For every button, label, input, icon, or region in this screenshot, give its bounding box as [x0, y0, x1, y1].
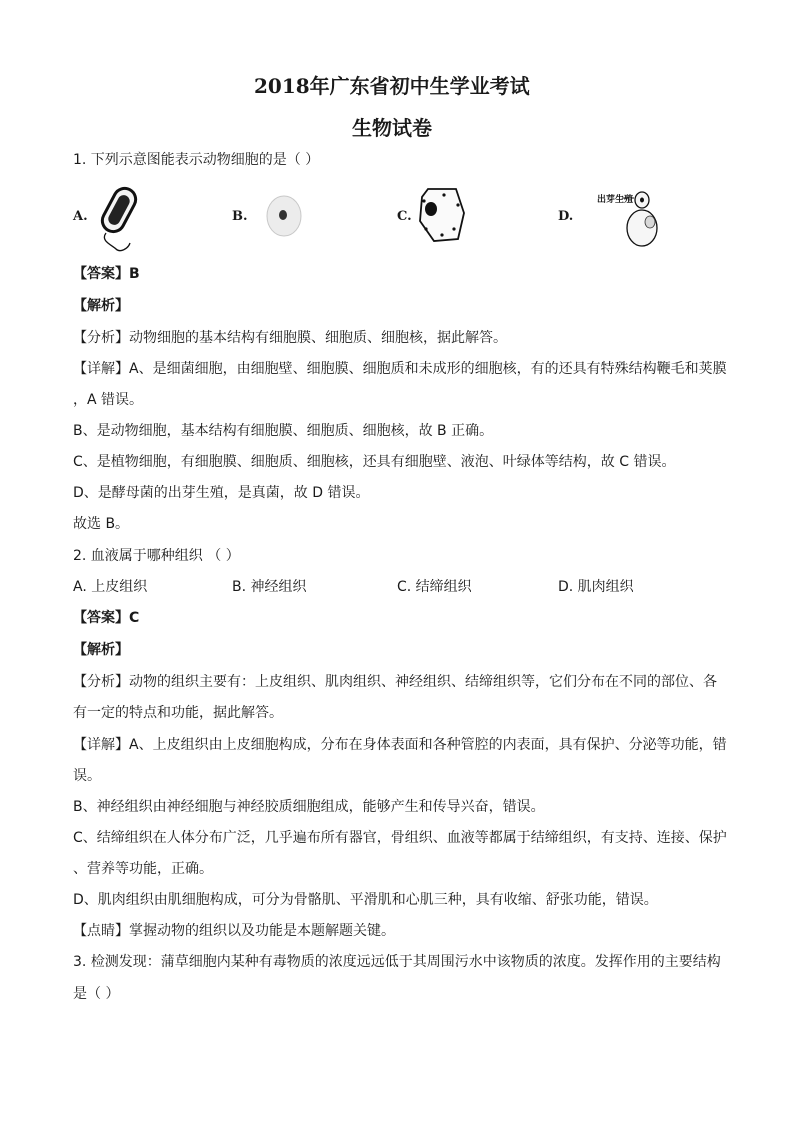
- page-title: 2018年广东省初中生学业考试: [254, 74, 530, 98]
- q2-option-c: C. 结缔组织: [397, 579, 472, 595]
- q1-detail-line: D、是酵母菌的出芽生殖，是真菌，故 D 错误。: [73, 485, 370, 501]
- q2-analysis-line: 【分析】动物的组织主要有：上皮组织、肌肉组织、神经组织、结缔组织等，它们分布在不同的部位、各: [73, 674, 717, 690]
- yeast-budding-icon: [620, 186, 670, 248]
- q2-option-d: D. 肌肉组织: [558, 579, 634, 595]
- q1-analysis-heading: 【解析】: [73, 298, 129, 314]
- question-3-stem-cont: 是（ ）: [73, 986, 120, 1002]
- q2-detail-line: D、肌肉组织由肌细胞构成，可分为骨骼肌、平滑肌和心肌三种，具有收缩、舒张功能，错误。: [73, 892, 658, 908]
- page-subtitle: 生物试卷: [352, 116, 432, 140]
- question-1-stem: 1. 下列示意图能表示动物细胞的是（ ）: [73, 152, 320, 168]
- q2-analysis-heading: 【解析】: [73, 642, 129, 658]
- q1-conclusion: 故选 B。: [73, 516, 130, 532]
- q2-detail-line: B、神经组织由神经细胞与神经胶质细胞组成，能够产生和传导兴奋，错误。: [73, 799, 545, 815]
- q1-option-a-letter: A.: [73, 209, 88, 224]
- yeast-image-label: 出芽生殖: [597, 195, 634, 205]
- q1-detail-line: 【详解】A、是细菌细胞，由细胞壁、细胞膜、细胞质和未成形的细胞核，有的还具有特殊结构鞭毛和荚膜: [73, 361, 727, 377]
- plant-cell-icon: [414, 185, 468, 245]
- question-2-stem: 2. 血液属于哪种组织 （ ）: [73, 548, 240, 564]
- bacterium-cell-icon: [94, 183, 144, 253]
- q2-detail-line: C、结缔组织在人体分布广泛，几乎遍布所有器官，骨组织、血液等都属于结缔组织，有支持、连接、保护: [73, 830, 727, 846]
- q1-detail-line: C、是植物细胞，有细胞膜、细胞质、细胞核，还具有细胞壁、液泡、叶绿体等结构，故 C 错误。: [73, 454, 676, 470]
- q1-detail-line: B、是动物细胞，基本结构有细胞膜、细胞质、细胞核，故 B 正确。: [73, 423, 494, 439]
- animal-cell-icon: [265, 193, 303, 239]
- q2-analysis-line: 有一定的特点和功能，据此解答。: [73, 705, 283, 721]
- q1-analysis-line: 【分析】动物细胞的基本结构有细胞膜、细胞质、细胞核，据此解答。: [73, 330, 507, 346]
- q1-answer: 【答案】B: [73, 266, 140, 282]
- q1-option-c-letter: C.: [397, 209, 412, 224]
- q2-key-point: 【点睛】掌握动物的组织以及功能是本题解题关键。: [73, 923, 395, 939]
- q1-option-d-letter: D.: [558, 209, 574, 224]
- q2-detail-line: 【详解】A、上皮组织由上皮细胞构成，分布在身体表面和各种管腔的内表面，具有保护、分泌等功能，错: [73, 737, 727, 753]
- q1-option-b-letter: B.: [232, 209, 248, 224]
- question-3-stem: 3. 检测发现：蒲草细胞内某种有毒物质的浓度远远低于其周围污水中该物质的浓度。发挥作用的主要结构: [73, 954, 721, 970]
- q1-detail-line: ，A 错误。: [73, 392, 144, 408]
- q2-option-a: A. 上皮组织: [73, 579, 148, 595]
- q2-option-b: B. 神经组织: [232, 579, 307, 595]
- q2-detail-line: 、营养等功能，正确。: [73, 861, 213, 877]
- q2-detail-line: 误。: [73, 768, 101, 784]
- q2-answer: 【答案】C: [73, 610, 140, 626]
